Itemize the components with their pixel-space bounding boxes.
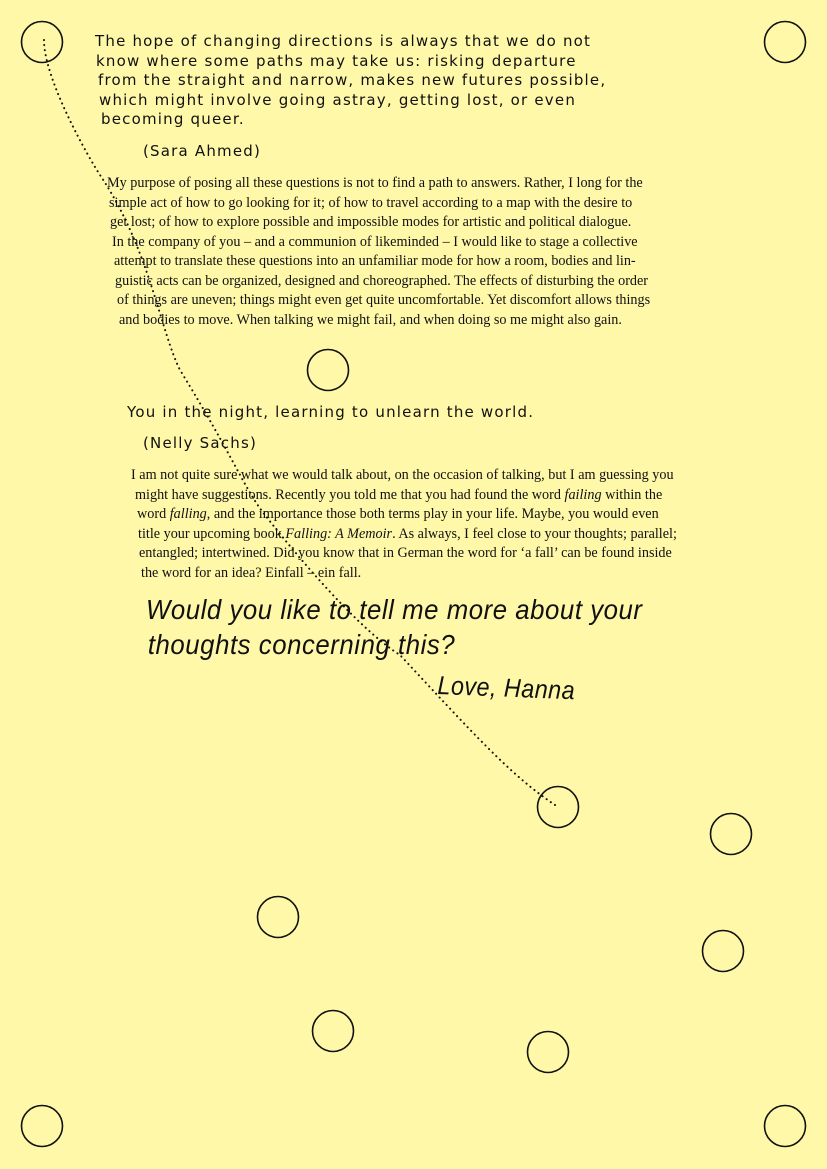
paragraph-line: entangled; intertwined. Did you know that in German the word for ‘a fall’ can be found inside xyxy=(139,545,672,561)
italic-term: falling xyxy=(169,506,207,522)
paragraph-line: of things are uneven; things might even get quite uncomfortable. Yet discomfort allows things xyxy=(117,292,651,308)
circle-marker xyxy=(528,1032,569,1073)
circle-marker xyxy=(308,350,349,391)
italic-term: Falling: A Memoir xyxy=(285,525,393,542)
paragraph-line: attempt to translate these questions into an unfamiliar mode for how a room, bodies and lin- xyxy=(114,253,636,269)
quote-line: becoming queer. xyxy=(101,110,245,129)
quote-ahmed xyxy=(95,32,606,130)
paragraph-letter xyxy=(131,466,677,583)
question-line: thoughts concerning this? xyxy=(147,629,456,660)
paragraph-line: the word for an idea? Einfall – ein fall. xyxy=(141,564,362,581)
signoff: Love, Hanna xyxy=(437,670,576,706)
paragraph-line: word falling, and the importance those both terms play in your life. Maybe, you would even xyxy=(137,506,659,522)
paragraph-line: My purpose of posing all these questions is not to find a path to answers. Rather, I long for the xyxy=(107,175,643,191)
quote-line: know where some paths may take us: risking departure xyxy=(96,51,577,70)
circle-marker xyxy=(765,22,806,63)
quote-line: from the straight and narrow, makes new futures possible, xyxy=(98,71,607,90)
closing-question xyxy=(146,592,643,662)
paragraph-line: I am not quite sure what we would talk about, on the occasion of talking, but I am guessing you xyxy=(131,467,674,483)
quote-line: The hope of changing directions is always that we do not xyxy=(95,32,592,50)
circle-marker xyxy=(313,1011,354,1052)
paragraph-line: might have suggestions. Recently you told me that you had found the word failing within the xyxy=(135,486,663,503)
paragraph-line: In the company of you – and a communion of likeminded – I would like to stage a collective xyxy=(112,233,638,250)
attribution-ahmed: (Sara Ahmed) xyxy=(143,142,262,160)
circle-marker xyxy=(765,1106,806,1147)
italic-term: failing xyxy=(564,486,602,503)
circle-marker xyxy=(22,22,63,63)
paragraph-line: title your upcoming book Falling: A Memoir. As always, I feel close to your thoughts; parallel; xyxy=(138,525,677,542)
circle-marker xyxy=(711,814,752,855)
question-line: Would you like to tell me more about your xyxy=(146,594,643,625)
circle-marker xyxy=(703,931,744,972)
quote-sachs: You in the night, learning to unlearn the world. xyxy=(127,403,535,421)
paragraph-line: get lost; of how to explore possible and impossible modes for artistic and political dialogue. xyxy=(110,214,632,230)
circle-marker xyxy=(258,897,299,938)
attribution-sachs: (Nelly Sachs) xyxy=(143,434,258,452)
circle-marker xyxy=(22,1106,63,1147)
paragraph-purpose xyxy=(107,174,650,330)
paragraph-line: and bodies to move. When talking we might fail, and when doing so me might also gain. xyxy=(119,311,622,328)
circle-marker xyxy=(538,787,579,828)
quote-line: which might involve going astray, getting lost, or even xyxy=(99,90,577,109)
paragraph-line: simple act of how to go looking for it; of how to travel according to a map with the desire to xyxy=(109,194,633,211)
paragraph-line: guistic acts can be organized, designed and choreographed. The effects of disturbing the order xyxy=(115,272,649,289)
